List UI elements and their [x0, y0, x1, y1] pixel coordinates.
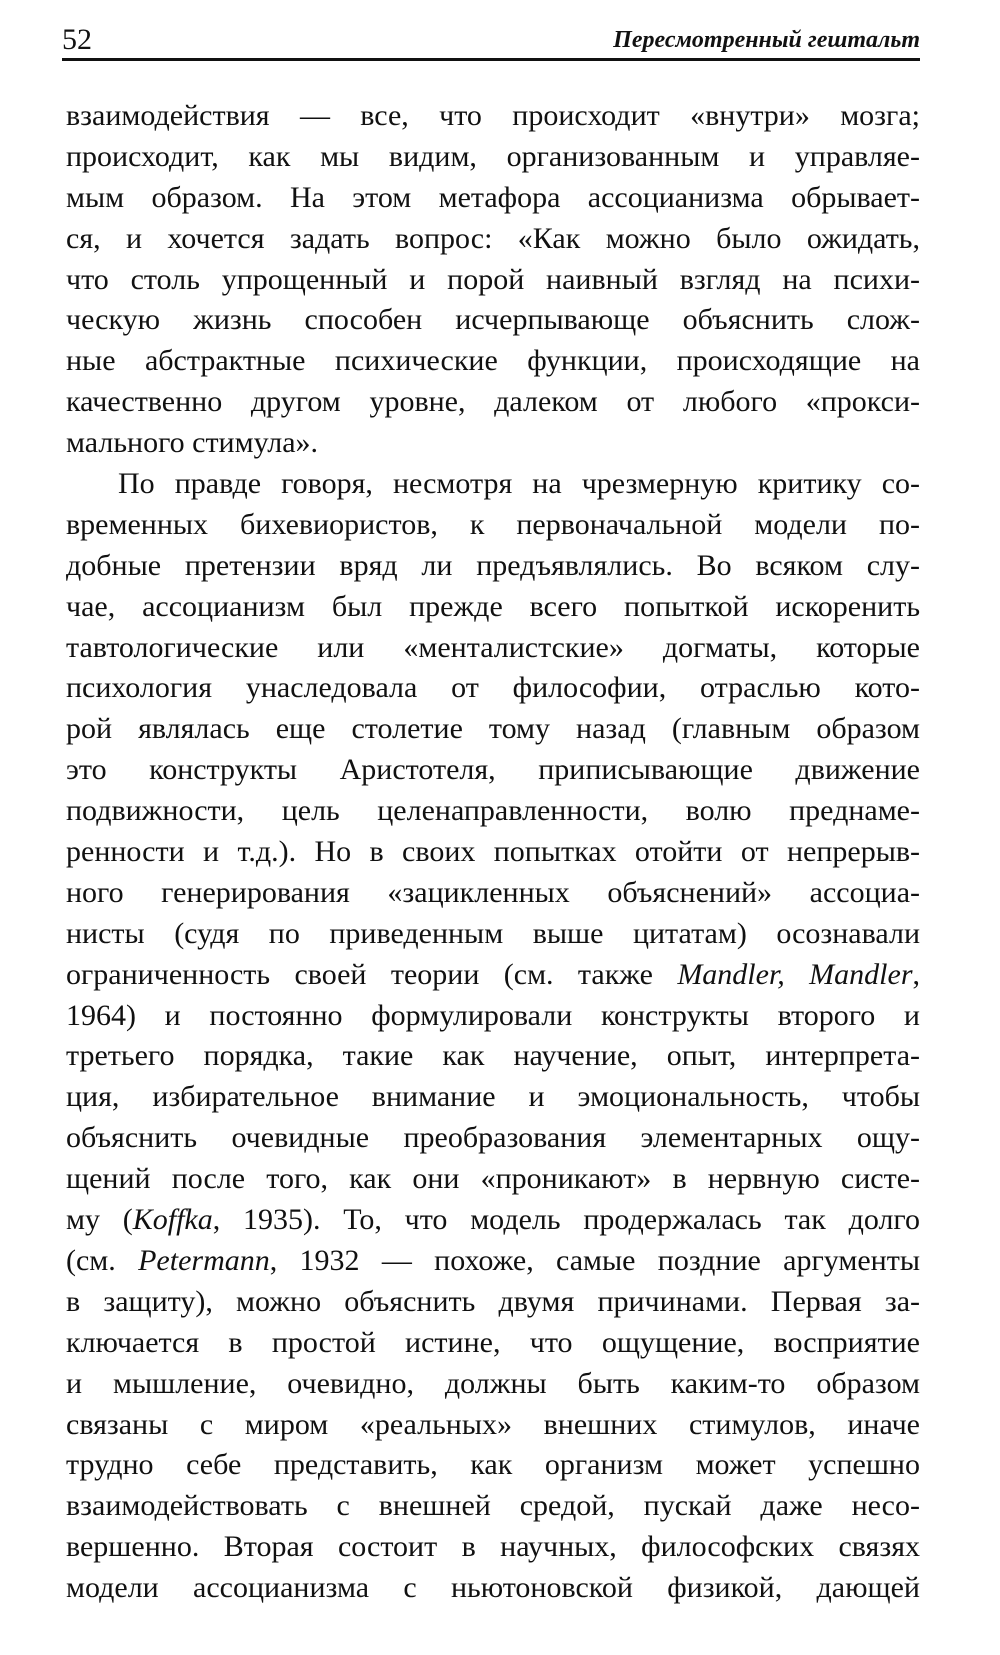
text-segment: му ( — [66, 1203, 133, 1237]
text-line: нисты (судя по приведенным выше цитатам) осознавали — [66, 916, 920, 950]
text-line: и мышление, очевидно, должны быть каким-то образом — [66, 1366, 920, 1400]
text-line: взаимодействия — все, что происходит «внутри» мозга; — [66, 99, 920, 132]
text-line: ного генерирования «зацикленных объяснений» ассоциа- — [66, 875, 920, 909]
text-line: модели ассоцианизма с ньютоновской физикой, дающей — [66, 1571, 920, 1605]
text-line: мым образом. На этом метафора ассоцианизма обрывает- — [66, 180, 920, 214]
text-line: подвижности, цель целенаправленности, волю преднаме- — [66, 794, 920, 828]
text-segment: ограниченность своей теории (см. также — [66, 957, 678, 991]
text-line: качественно другом уровне, далеком от любого «прокси- — [66, 385, 920, 419]
text-line: мального стимула». — [66, 426, 319, 460]
text-segment: , — [912, 957, 920, 991]
text-line — [66, 1200, 920, 1241]
text-line: психология унаследовала от философии, отраслью кото- — [66, 671, 920, 705]
text-line: добные претензии вряд ли предъявлялись. Во всяком слу- — [66, 548, 920, 582]
paragraph-first-line: По правде говоря, несмотря на чрезмерную критику со- — [118, 467, 920, 501]
text-line: тавтологические или «менталистские» догматы, которые — [66, 630, 920, 664]
text-line: третьего порядка, такие как научение, опыт, интерпрета- — [66, 1039, 920, 1073]
citation-author: Koffka — [132, 1203, 213, 1237]
text-line: ключается в простой истине, что ощущение, восприятие — [66, 1325, 920, 1359]
text-line: взаимодействовать с внешней средой, пускай даже несо- — [66, 1489, 920, 1523]
text-line — [66, 955, 920, 996]
text-line: ренности и т.д.). Но в своих попытках отойти от непрерыв- — [66, 835, 920, 869]
text-line: щений после того, как они «проникают» в нервную систе- — [66, 1162, 920, 1196]
text-line: рой являлась еще столетие тому назад (главным образом — [66, 712, 920, 746]
page-number: 52 — [62, 23, 92, 56]
text-line: ные абстрактные психические функции, происходящие на — [66, 344, 920, 378]
page-header — [62, 14, 920, 62]
text-line: вершенно. Вторая состоит в научных, философских связях — [66, 1530, 920, 1564]
text-line: связаны с миром «реальных» внешних стимулов, иначе — [66, 1407, 920, 1441]
text-line: это конструкты Аристотеля, приписывающие движение — [66, 753, 920, 787]
citation-author: Petermann — [138, 1243, 270, 1277]
text-segment: , 1932 — похоже, самые поздние аргументы — [269, 1243, 921, 1277]
text-line: что столь упрощенный и порой наивный взгляд на психи- — [66, 262, 920, 296]
text-line: объяснить очевидные преобразования элементарных ощу- — [66, 1121, 920, 1155]
text-line: 1964) и постоянно формулировали конструкты второго и — [66, 998, 920, 1032]
text-line: чае, ассоцианизм был прежде всего попыткой искоренить — [66, 589, 920, 623]
text-segment: (см. — [66, 1243, 139, 1277]
text-line: ция, избирательное внимание и эмоциональность, чтобы — [66, 1080, 920, 1114]
body-text — [66, 96, 920, 1609]
citation-authors: Mandler, Mandler — [677, 957, 913, 991]
text-line — [66, 1241, 920, 1282]
text-line: в защиту), можно объяснить двумя причинами. Первая за- — [66, 1284, 920, 1318]
header-rule — [62, 58, 920, 61]
text-line: трудно себе представить, как организм может успешно — [66, 1448, 920, 1482]
text-line: ческую жизнь способен исчерпывающе объяснить слож- — [66, 303, 920, 337]
text-line: временных бихевиористов, к первоначальной модели по- — [66, 507, 920, 541]
text-line: ся, и хочется задать вопрос: «Как можно было ожидать, — [66, 221, 920, 255]
running-title: Пересмотренный гештальт — [613, 27, 920, 53]
text-segment: , 1935). То, что модель продержалась так долго — [212, 1203, 920, 1237]
text-line: происходит, как мы видим, организованным и управляе- — [66, 139, 920, 173]
